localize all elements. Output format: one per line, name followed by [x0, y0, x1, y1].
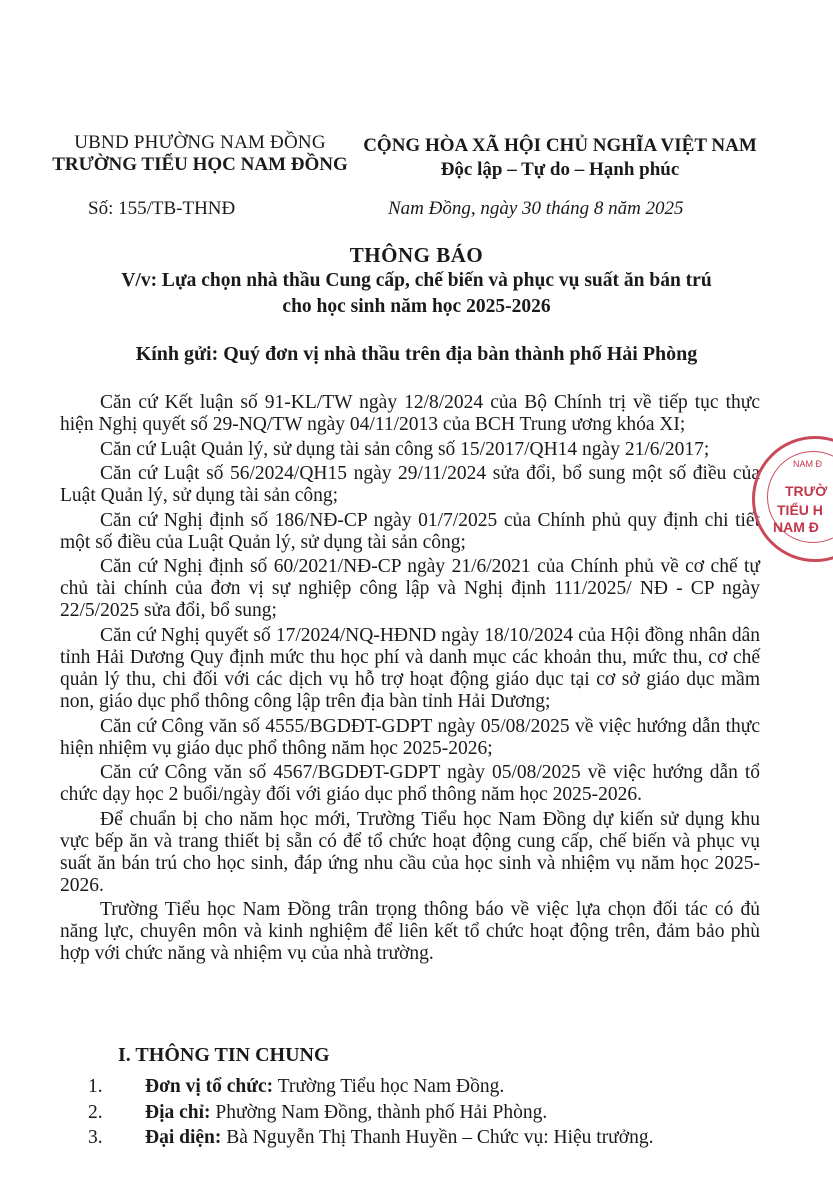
- list-number: 3.: [88, 1127, 103, 1148]
- paragraph: Căn cứ Nghị định số 60/2021/NĐ-CP ngày 21/6/2021 của Chính phủ về cơ chế tự chủ tài chính của đơn vị sự nghiệp công lập và Nghị định 111/2025/ NĐ - CP ngày 22/5/2025 sửa đổi, bổ sung;: [60, 556, 760, 622]
- seal-text-2: TIỂU H: [777, 502, 823, 518]
- list-value: Trường Tiểu học Nam Đồng.: [273, 1076, 505, 1097]
- document-date: Nam Đồng, ngày 30 tháng 8 năm 2025: [388, 198, 684, 219]
- nation-motto: Độc lập – Tự do – Hạnh phúc: [440, 159, 680, 180]
- list-item: [88, 1100, 653, 1126]
- paragraph: Căn cứ Luật Quản lý, sử dụng tài sản công số 15/2017/QH14 ngày 21/6/2017;: [100, 438, 710, 460]
- list-item: [88, 1125, 653, 1151]
- document-title: THÔNG BÁO: [349, 243, 484, 267]
- list-item: [88, 1074, 653, 1100]
- seal-arc-text: NAM Đ: [793, 459, 822, 469]
- seal-text-1: TRƯỜ: [785, 483, 828, 499]
- issuer-school: TRƯỜNG TIỂU HỌC NAM ĐỒNG: [52, 154, 348, 175]
- recipient-line: Kính gửi: Quý đơn vị nhà thầu trên địa bàn thành phố Hải Phòng: [135, 343, 698, 365]
- list-number: 2.: [88, 1101, 103, 1123]
- document-number: Số: 155/TB-THNĐ: [88, 198, 236, 219]
- paragraph: Căn cứ Công văn số 4555/BGDĐT-GDPT ngày 05/08/2025 về việc hướng dẫn thực hiện nhiệm vụ giáo dục phổ thông năm học 2025-2026;: [60, 715, 760, 759]
- list-number: 1.: [88, 1076, 103, 1097]
- document-subject-line2: cho học sinh năm học 2025-2026: [282, 296, 551, 317]
- document-subject-line1: V/v: Lựa chọn nhà thầu Cung cấp, chế biến và phục vụ suất ăn bán trú: [121, 270, 712, 291]
- list-value: Bà Nguyễn Thị Thanh Huyền – Chức vụ: Hiệu trưởng.: [221, 1127, 654, 1148]
- paragraph: Căn cứ Công văn số 4567/BGDĐT-GDPT ngày 05/08/2025 về việc hướng dẫn tổ chức dạy học 2 buổi/ngày đối với giáo dục phổ thông năm học 2025-2026.: [60, 762, 760, 806]
- document-body: [60, 392, 760, 968]
- section-heading: I. THÔNG TIN CHUNG: [118, 1044, 330, 1066]
- list-value: Phường Nam Đồng, thành phố Hải Phòng.: [210, 1101, 548, 1123]
- stamp-clip: [752, 420, 833, 570]
- paragraph: Căn cứ Luật số 56/2024/QH15 ngày 29/11/2024 sửa đổi, bổ sung một số điều của Luật Quản lý, sử dụng tài sản công;: [60, 463, 760, 507]
- list-label: Đại diện:: [145, 1127, 222, 1148]
- nation-title: CỘNG HÒA XÃ HỘI CHỦ NGHĨA VIỆT NAM: [363, 135, 757, 156]
- issuer-block: [50, 132, 350, 176]
- list-label: Đơn vị tổ chức:: [145, 1076, 274, 1097]
- paragraph: Để chuẩn bị cho năm học mới, Trường Tiểu học Nam Đồng dự kiến sử dụng khu vực bếp ăn và trang thiết bị sẵn có để tổ chức hoạt động cung cấp, chế biến và phục vụ suất ăn bán trú cho học sinh, đáp ứng nhu cầu của học sinh và nhiệm vụ năm học 2025-2026.: [60, 808, 760, 896]
- list-label: Địa chỉ:: [145, 1101, 211, 1123]
- seal-text-3: NAM Đ: [773, 519, 819, 535]
- paragraph: Căn cứ Nghị quyết số 17/2024/NQ-HĐND ngày 18/10/2024 của Hội đồng nhân dân tỉnh Hải Dương Quy định mức thu học phí và danh mục các khoản thu, mức thu, cơ chế quản lý thu, chi đối với các dịch vụ hỗ trợ hoạt động giáo dục tại cơ sở giáo dục mầm non, giáo dục phổ thông công lập trên địa bàn tỉnh Hải Dương;: [60, 624, 760, 712]
- paragraph: Căn cứ Kết luận số 91-KL/TW ngày 12/8/2024 của Bộ Chính trị về tiếp tục thực hiện Nghị quyết số 29-NQ/TW ngày 04/11/2013 của BCH Trung ương khóa XI;: [60, 392, 760, 435]
- paragraph: Trường Tiểu học Nam Đồng trân trọng thông báo về việc lựa chọn đối tác có đủ năng lực, chuyên môn và kinh nghiệm để liên kết tổ chức hoạt động trên, đảm bảo phù hợp với chức năng và nhiệm vụ của nhà trường.: [60, 899, 760, 965]
- issuer-org: UBND PHƯỜNG NAM ĐỒNG: [74, 132, 326, 153]
- nation-block: [320, 134, 800, 182]
- info-list: [88, 1074, 653, 1151]
- official-seal: [752, 436, 833, 562]
- paragraph: Căn cứ Nghị định số 186/NĐ-CP ngày 01/7/2025 của Chính phủ quy định chi tiết một số điều của Luật Quản lý, sử dụng tài sản công;: [60, 509, 760, 553]
